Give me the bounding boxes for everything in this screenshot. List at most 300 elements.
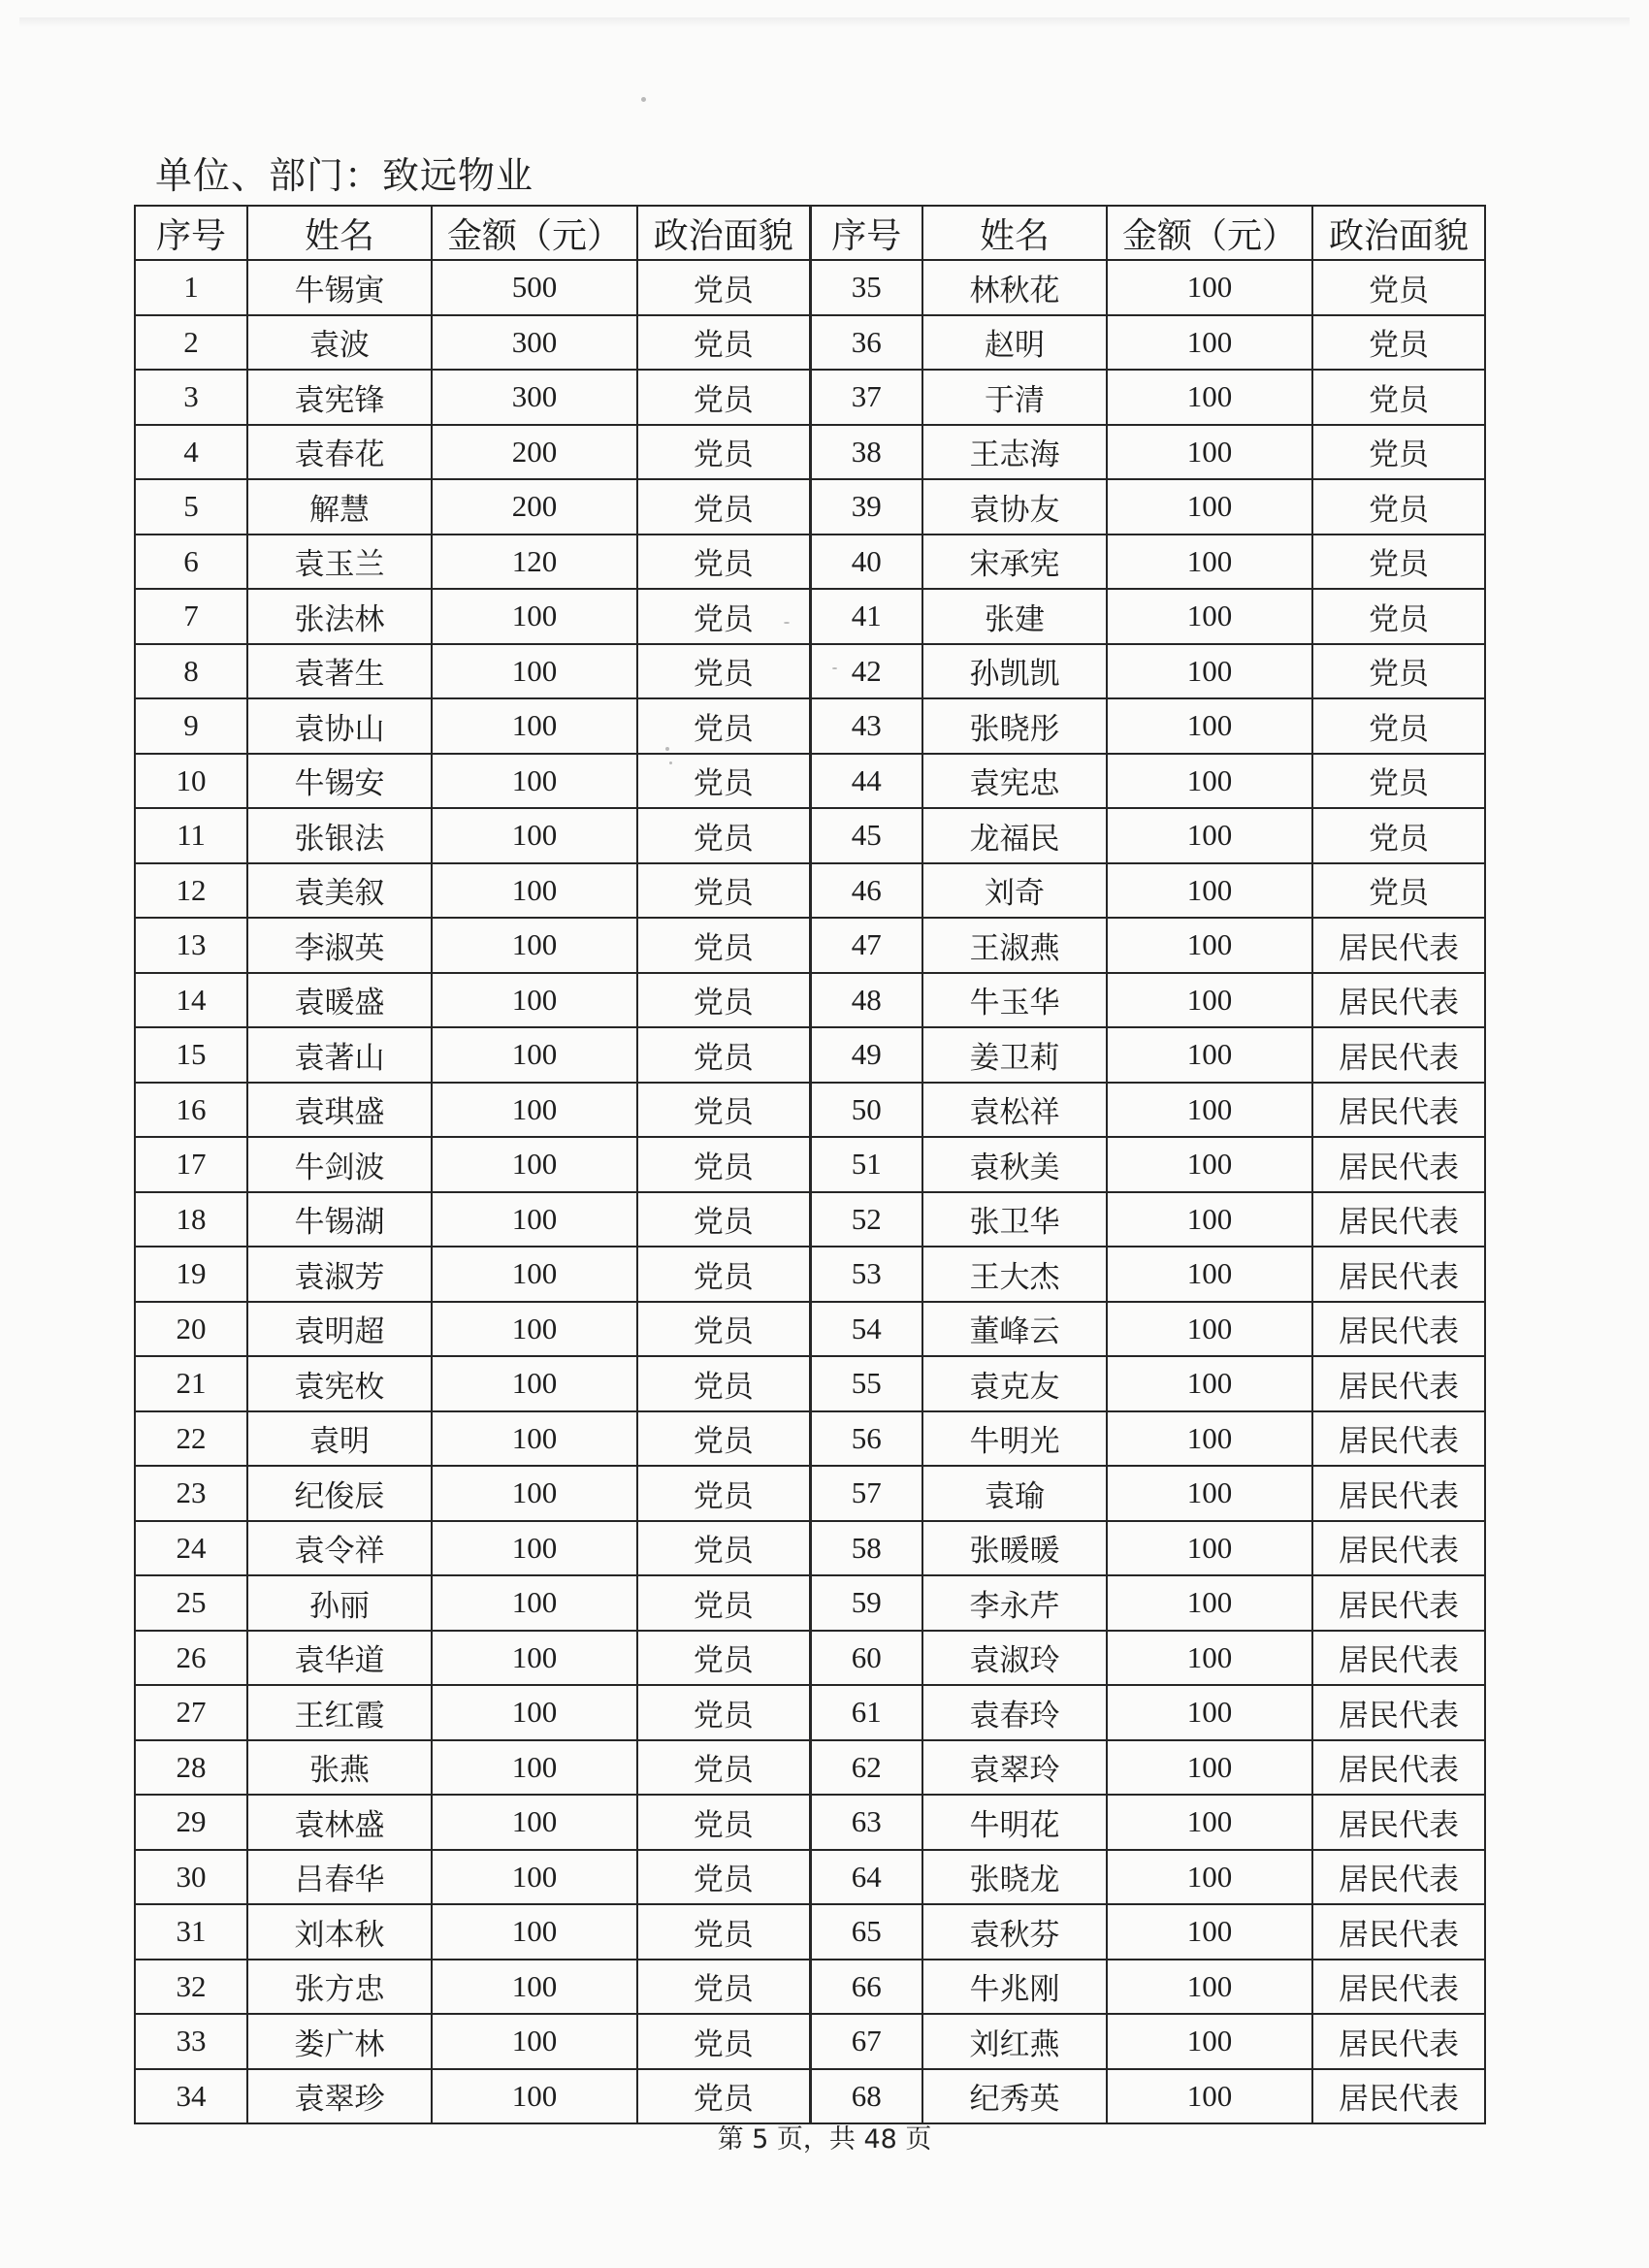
name-left-cell: 张燕 (247, 1740, 432, 1796)
political-status-left-cell: 党员 (637, 535, 810, 590)
table-row (135, 1466, 1485, 1521)
serial-left-cell: 32 (135, 1960, 247, 2015)
amount-left-cell: 200 (432, 479, 637, 535)
name-left-cell: 袁协山 (247, 698, 432, 754)
name-right-cell: 张卫华 (922, 1192, 1107, 1247)
amount-right-cell: 100 (1107, 918, 1312, 973)
table-row (135, 754, 1485, 809)
serial-right-cell: 47 (810, 918, 922, 973)
political-status-right-cell: 居民代表 (1312, 1521, 1485, 1576)
serial-right-cell: 60 (810, 1631, 922, 1686)
table-row (135, 1411, 1485, 1467)
name-left-cell: 牛锡寅 (247, 260, 432, 315)
political-status-right-cell: 居民代表 (1312, 1904, 1485, 1960)
name-left-cell: 张法林 (247, 589, 432, 644)
amount-left-cell: 100 (432, 589, 637, 644)
serial-left-cell: 11 (135, 808, 247, 863)
political-status-left-cell: 党员 (637, 1411, 810, 1467)
name-right-cell: 袁淑玲 (922, 1631, 1107, 1686)
serial-right-cell: 58 (810, 1521, 922, 1576)
name-right-cell: 刘奇 (922, 863, 1107, 919)
amount-left-cell: 100 (432, 698, 637, 754)
table-row (135, 1795, 1485, 1850)
serial-right-cell: 63 (810, 1795, 922, 1850)
political-status-right-cell: 居民代表 (1312, 918, 1485, 973)
political-status-left-cell: 党员 (637, 1795, 810, 1850)
scan-speck (641, 97, 646, 102)
amount-right-cell: 100 (1107, 808, 1312, 863)
table-row (135, 698, 1485, 754)
name-left-cell: 袁暖盛 (247, 973, 432, 1028)
amount-left-cell: 100 (432, 1575, 637, 1631)
amount-left-cell: 100 (432, 918, 637, 973)
amount-left-cell: 100 (432, 1904, 637, 1960)
serial-right-cell: 35 (810, 260, 922, 315)
amount-left-cell: 120 (432, 535, 637, 590)
political-status-left-cell: 党员 (637, 1631, 810, 1686)
political-status-right-cell: 居民代表 (1312, 1247, 1485, 1302)
name-right-cell: 张暖暖 (922, 1521, 1107, 1576)
table-row (135, 644, 1485, 699)
amount-left-cell: 100 (432, 1685, 637, 1740)
header-serial-left: 序号 (135, 206, 247, 260)
name-left-cell: 牛锡湖 (247, 1192, 432, 1247)
serial-right-cell: 37 (810, 370, 922, 425)
serial-right-cell: 49 (810, 1027, 922, 1083)
name-left-cell: 袁宪锋 (247, 370, 432, 425)
political-status-left-cell: 党员 (637, 1960, 810, 2015)
table-row (135, 589, 1485, 644)
amount-right-cell: 100 (1107, 479, 1312, 535)
table-row (135, 425, 1485, 480)
amount-right-cell: 100 (1107, 973, 1312, 1028)
table-row (135, 1356, 1485, 1411)
serial-left-cell: 21 (135, 1356, 247, 1411)
serial-left-cell: 9 (135, 698, 247, 754)
scan-edge-shadow (19, 17, 1630, 27)
table-row (135, 479, 1485, 535)
table-row (135, 1904, 1485, 1960)
serial-right-cell: 46 (810, 863, 922, 919)
name-right-cell: 张建 (922, 589, 1107, 644)
serial-left-cell: 5 (135, 479, 247, 535)
amount-right-cell: 100 (1107, 863, 1312, 919)
name-right-cell: 袁春玲 (922, 1685, 1107, 1740)
header-political-status-left: 政治面貌 (637, 206, 810, 260)
political-status-left-cell: 党员 (637, 863, 810, 919)
name-left-cell: 袁翠珍 (247, 2069, 432, 2124)
table-row (135, 1850, 1485, 1905)
name-right-cell: 董峰云 (922, 1302, 1107, 1357)
political-status-right-cell: 居民代表 (1312, 1411, 1485, 1467)
political-status-left-cell: 党员 (637, 1685, 810, 1740)
amount-left-cell: 100 (432, 1631, 637, 1686)
amount-right-cell: 100 (1107, 1795, 1312, 1850)
name-left-cell: 孙丽 (247, 1575, 432, 1631)
header-amount-right: 金额（元） (1107, 206, 1312, 260)
amount-right-cell: 100 (1107, 2014, 1312, 2069)
name-left-cell: 袁宪枚 (247, 1356, 432, 1411)
political-status-right-cell: 居民代表 (1312, 2069, 1485, 2124)
political-status-left-cell: 党员 (637, 370, 810, 425)
name-right-cell: 刘红燕 (922, 2014, 1107, 2069)
amount-right-cell: 100 (1107, 425, 1312, 480)
serial-right-cell: 56 (810, 1411, 922, 1467)
name-right-cell: 袁宪忠 (922, 754, 1107, 809)
name-left-cell: 袁著生 (247, 644, 432, 699)
name-right-cell: 林秋花 (922, 260, 1107, 315)
political-status-left-cell: 党员 (637, 1356, 810, 1411)
name-left-cell: 张方忠 (247, 1960, 432, 2015)
name-right-cell: 牛玉华 (922, 973, 1107, 1028)
name-right-cell: 纪秀英 (922, 2069, 1107, 2124)
serial-right-cell: 66 (810, 1960, 922, 2015)
political-status-right-cell: 居民代表 (1312, 973, 1485, 1028)
serial-left-cell: 28 (135, 1740, 247, 1796)
name-left-cell: 袁明超 (247, 1302, 432, 1357)
name-right-cell: 牛明花 (922, 1795, 1107, 1850)
amount-left-cell: 100 (432, 2014, 637, 2069)
table-row (135, 808, 1485, 863)
name-left-cell: 吕春华 (247, 1850, 432, 1905)
serial-left-cell: 27 (135, 1685, 247, 1740)
table-row (135, 863, 1485, 919)
political-status-right-cell: 党员 (1312, 315, 1485, 371)
amount-right-cell: 100 (1107, 1083, 1312, 1138)
name-right-cell: 张晓龙 (922, 1850, 1107, 1905)
name-left-cell: 纪俊辰 (247, 1466, 432, 1521)
table-row (135, 1192, 1485, 1247)
amount-right-cell: 100 (1107, 644, 1312, 699)
amount-right-cell: 100 (1107, 1247, 1312, 1302)
political-status-left-cell: 党员 (637, 1466, 810, 1521)
name-right-cell: 袁秋美 (922, 1137, 1107, 1192)
amount-right-cell: 100 (1107, 1685, 1312, 1740)
amount-right-cell: 100 (1107, 1575, 1312, 1631)
serial-right-cell: 51 (810, 1137, 922, 1192)
amount-left-cell: 100 (432, 2069, 637, 2124)
name-left-cell: 袁淑芳 (247, 1247, 432, 1302)
serial-left-cell: 19 (135, 1247, 247, 1302)
serial-left-cell: 22 (135, 1411, 247, 1467)
name-right-cell: 袁克友 (922, 1356, 1107, 1411)
serial-right-cell: 43 (810, 698, 922, 754)
political-status-left-cell: 党员 (637, 315, 810, 371)
serial-left-cell: 1 (135, 260, 247, 315)
amount-right-cell: 100 (1107, 1904, 1312, 1960)
serial-right-cell: 41 (810, 589, 922, 644)
name-left-cell: 娄广林 (247, 2014, 432, 2069)
amount-left-cell: 100 (432, 1521, 637, 1576)
serial-right-cell: 61 (810, 1685, 922, 1740)
name-right-cell: 孙凯凯 (922, 644, 1107, 699)
political-status-left-cell: 党员 (637, 589, 810, 644)
name-left-cell: 袁春花 (247, 425, 432, 480)
amount-right-cell: 100 (1107, 1356, 1312, 1411)
name-right-cell: 李永芹 (922, 1575, 1107, 1631)
political-status-left-cell: 党员 (637, 973, 810, 1028)
amount-left-cell: 100 (432, 1137, 637, 1192)
amount-right-cell: 100 (1107, 1850, 1312, 1905)
name-left-cell: 袁著山 (247, 1027, 432, 1083)
name-right-cell: 袁协友 (922, 479, 1107, 535)
name-right-cell: 袁翠玲 (922, 1740, 1107, 1796)
table-row (135, 535, 1485, 590)
name-left-cell: 袁令祥 (247, 1521, 432, 1576)
serial-right-cell: 39 (810, 479, 922, 535)
serial-left-cell: 30 (135, 1850, 247, 1905)
serial-left-cell: 12 (135, 863, 247, 919)
amount-left-cell: 100 (432, 1247, 637, 1302)
political-status-right-cell: 居民代表 (1312, 1740, 1485, 1796)
amount-left-cell: 100 (432, 863, 637, 919)
name-right-cell: 袁松祥 (922, 1083, 1107, 1138)
table-row (135, 973, 1485, 1028)
name-left-cell: 袁华道 (247, 1631, 432, 1686)
amount-left-cell: 200 (432, 425, 637, 480)
amount-left-cell: 300 (432, 315, 637, 371)
name-left-cell: 袁美叙 (247, 863, 432, 919)
name-left-cell: 张银法 (247, 808, 432, 863)
serial-left-cell: 7 (135, 589, 247, 644)
serial-right-cell: 52 (810, 1192, 922, 1247)
political-status-left-cell: 党员 (637, 1904, 810, 1960)
political-status-right-cell: 党员 (1312, 425, 1485, 480)
amount-right-cell: 100 (1107, 1960, 1312, 2015)
political-status-left-cell: 党员 (637, 698, 810, 754)
table-row (135, 1027, 1485, 1083)
serial-left-cell: 23 (135, 1466, 247, 1521)
amount-left-cell: 100 (432, 1411, 637, 1467)
serial-left-cell: 18 (135, 1192, 247, 1247)
amount-left-cell: 500 (432, 260, 637, 315)
amount-left-cell: 100 (432, 1192, 637, 1247)
political-status-left-cell: 党员 (637, 1302, 810, 1357)
table-row (135, 1685, 1485, 1740)
name-right-cell: 王志海 (922, 425, 1107, 480)
political-status-right-cell: 党员 (1312, 535, 1485, 590)
serial-right-cell: 38 (810, 425, 922, 480)
serial-left-cell: 33 (135, 2014, 247, 2069)
amount-right-cell: 100 (1107, 754, 1312, 809)
political-status-right-cell: 居民代表 (1312, 1302, 1485, 1357)
serial-left-cell: 17 (135, 1137, 247, 1192)
serial-left-cell: 29 (135, 1795, 247, 1850)
serial-left-cell: 20 (135, 1302, 247, 1357)
political-status-left-cell: 党员 (637, 1521, 810, 1576)
political-status-left-cell: 党员 (637, 260, 810, 315)
amount-right-cell: 100 (1107, 698, 1312, 754)
amount-right-cell: 100 (1107, 1740, 1312, 1796)
name-left-cell: 李淑英 (247, 918, 432, 973)
political-status-left-cell: 党员 (637, 425, 810, 480)
political-status-right-cell: 居民代表 (1312, 1960, 1485, 2015)
political-status-right-cell: 居民代表 (1312, 1466, 1485, 1521)
header-serial-right: 序号 (810, 206, 922, 260)
table-row (135, 1631, 1485, 1686)
table-row (135, 1740, 1485, 1796)
political-status-right-cell: 居民代表 (1312, 1027, 1485, 1083)
name-left-cell: 袁林盛 (247, 1795, 432, 1850)
amount-left-cell: 100 (432, 1027, 637, 1083)
political-status-right-cell: 居民代表 (1312, 1631, 1485, 1686)
name-left-cell: 解慧 (247, 479, 432, 535)
political-status-right-cell: 党员 (1312, 644, 1485, 699)
amount-right-cell: 100 (1107, 589, 1312, 644)
serial-right-cell: 50 (810, 1083, 922, 1138)
serial-left-cell: 24 (135, 1521, 247, 1576)
amount-right-cell: 100 (1107, 1521, 1312, 1576)
serial-left-cell: 31 (135, 1904, 247, 1960)
name-left-cell: 牛锡安 (247, 754, 432, 809)
unit-department-label: 单位、部门：致远物业 (155, 154, 534, 197)
political-status-right-cell: 居民代表 (1312, 1356, 1485, 1411)
political-status-left-cell: 党员 (637, 1850, 810, 1905)
name-left-cell: 王红霞 (247, 1685, 432, 1740)
amount-left-cell: 100 (432, 644, 637, 699)
table-row (135, 315, 1485, 371)
serial-right-cell: 59 (810, 1575, 922, 1631)
name-right-cell: 牛明光 (922, 1411, 1107, 1467)
header-political-status-right: 政治面貌 (1312, 206, 1485, 260)
serial-left-cell: 26 (135, 1631, 247, 1686)
table-row (135, 1083, 1485, 1138)
serial-right-cell: 55 (810, 1356, 922, 1411)
amount-right-cell: 100 (1107, 1192, 1312, 1247)
table-row (135, 1302, 1485, 1357)
amount-right-cell: 100 (1107, 1411, 1312, 1467)
amount-left-cell: 100 (432, 1356, 637, 1411)
amount-right-cell: 100 (1107, 260, 1312, 315)
serial-left-cell: 4 (135, 425, 247, 480)
serial-right-cell: 36 (810, 315, 922, 371)
name-right-cell: 牛兆刚 (922, 1960, 1107, 2015)
name-left-cell: 袁波 (247, 315, 432, 371)
table-row (135, 1247, 1485, 1302)
name-right-cell: 袁瑜 (922, 1466, 1107, 1521)
serial-right-cell: 54 (810, 1302, 922, 1357)
political-status-left-cell: 党员 (637, 2014, 810, 2069)
political-status-right-cell: 党员 (1312, 589, 1485, 644)
amount-left-cell: 100 (432, 1302, 637, 1357)
serial-right-cell: 40 (810, 535, 922, 590)
serial-left-cell: 2 (135, 315, 247, 371)
amount-left-cell: 100 (432, 1850, 637, 1905)
political-status-left-cell: 党员 (637, 1575, 810, 1631)
political-status-left-cell: 党员 (637, 2069, 810, 2124)
serial-left-cell: 14 (135, 973, 247, 1028)
name-right-cell: 王大杰 (922, 1247, 1107, 1302)
name-right-cell: 姜卫莉 (922, 1027, 1107, 1083)
political-status-right-cell: 党员 (1312, 863, 1485, 919)
serial-right-cell: 57 (810, 1466, 922, 1521)
serial-right-cell: 53 (810, 1247, 922, 1302)
name-right-cell: 张晓彤 (922, 698, 1107, 754)
roster-body (135, 260, 1485, 2123)
amount-right-cell: 100 (1107, 1302, 1312, 1357)
political-status-right-cell: 居民代表 (1312, 1850, 1485, 1905)
serial-right-cell: 48 (810, 973, 922, 1028)
political-status-right-cell: 党员 (1312, 698, 1485, 754)
political-status-right-cell: 居民代表 (1312, 1685, 1485, 1740)
amount-left-cell: 100 (432, 1083, 637, 1138)
page-footer: 第 5 页，共 48 页 (717, 2124, 932, 2155)
serial-right-cell: 45 (810, 808, 922, 863)
serial-left-cell: 13 (135, 918, 247, 973)
serial-left-cell: 16 (135, 1083, 247, 1138)
political-status-left-cell: 党员 (637, 808, 810, 863)
serial-left-cell: 3 (135, 370, 247, 425)
political-status-right-cell: 党员 (1312, 754, 1485, 809)
political-status-right-cell: 居民代表 (1312, 1795, 1485, 1850)
name-right-cell: 赵明 (922, 315, 1107, 371)
serial-right-cell: 44 (810, 754, 922, 809)
table-row (135, 1137, 1485, 1192)
political-status-right-cell: 党员 (1312, 808, 1485, 863)
name-left-cell: 袁玉兰 (247, 535, 432, 590)
political-status-left-cell: 党员 (637, 1137, 810, 1192)
serial-right-cell: 67 (810, 2014, 922, 2069)
amount-right-cell: 100 (1107, 1466, 1312, 1521)
amount-left-cell: 100 (432, 1740, 637, 1796)
political-status-right-cell: 居民代表 (1312, 2014, 1485, 2069)
amount-right-cell: 100 (1107, 370, 1312, 425)
header-amount-left: 金额（元） (432, 206, 637, 260)
header-name-left: 姓名 (247, 206, 432, 260)
political-status-left-cell: 党员 (637, 1027, 810, 1083)
donation-roster-table (134, 205, 1486, 2124)
political-status-left-cell: 党员 (637, 918, 810, 973)
amount-right-cell: 100 (1107, 2069, 1312, 2124)
serial-left-cell: 25 (135, 1575, 247, 1631)
amount-left-cell: 100 (432, 1466, 637, 1521)
political-status-left-cell: 党员 (637, 754, 810, 809)
serial-right-cell: 64 (810, 1850, 922, 1905)
political-status-right-cell: 居民代表 (1312, 1137, 1485, 1192)
header-row (135, 206, 1485, 260)
political-status-right-cell: 居民代表 (1312, 1575, 1485, 1631)
name-right-cell: 宋承宪 (922, 535, 1107, 590)
political-status-right-cell: 党员 (1312, 260, 1485, 315)
political-status-right-cell: 居民代表 (1312, 1192, 1485, 1247)
table-row (135, 260, 1485, 315)
name-right-cell: 袁秋芬 (922, 1904, 1107, 1960)
serial-right-cell: 62 (810, 1740, 922, 1796)
amount-left-cell: 100 (432, 1960, 637, 2015)
serial-right-cell: 65 (810, 1904, 922, 1960)
table-row (135, 370, 1485, 425)
political-status-left-cell: 党员 (637, 479, 810, 535)
political-status-left-cell: 党员 (637, 1083, 810, 1138)
political-status-left-cell: 党员 (637, 1740, 810, 1796)
serial-left-cell: 34 (135, 2069, 247, 2124)
name-right-cell: 王淑燕 (922, 918, 1107, 973)
table-row (135, 2069, 1485, 2124)
name-left-cell: 牛剑波 (247, 1137, 432, 1192)
amount-right-cell: 100 (1107, 1027, 1312, 1083)
amount-right-cell: 100 (1107, 535, 1312, 590)
table-row (135, 1575, 1485, 1631)
serial-right-cell: 42 (810, 644, 922, 699)
name-left-cell: 袁明 (247, 1411, 432, 1467)
table-row (135, 1960, 1485, 2015)
political-status-left-cell: 党员 (637, 644, 810, 699)
serial-left-cell: 10 (135, 754, 247, 809)
amount-right-cell: 100 (1107, 1631, 1312, 1686)
header-name-right: 姓名 (922, 206, 1107, 260)
amount-right-cell: 100 (1107, 1137, 1312, 1192)
table-row (135, 2014, 1485, 2069)
